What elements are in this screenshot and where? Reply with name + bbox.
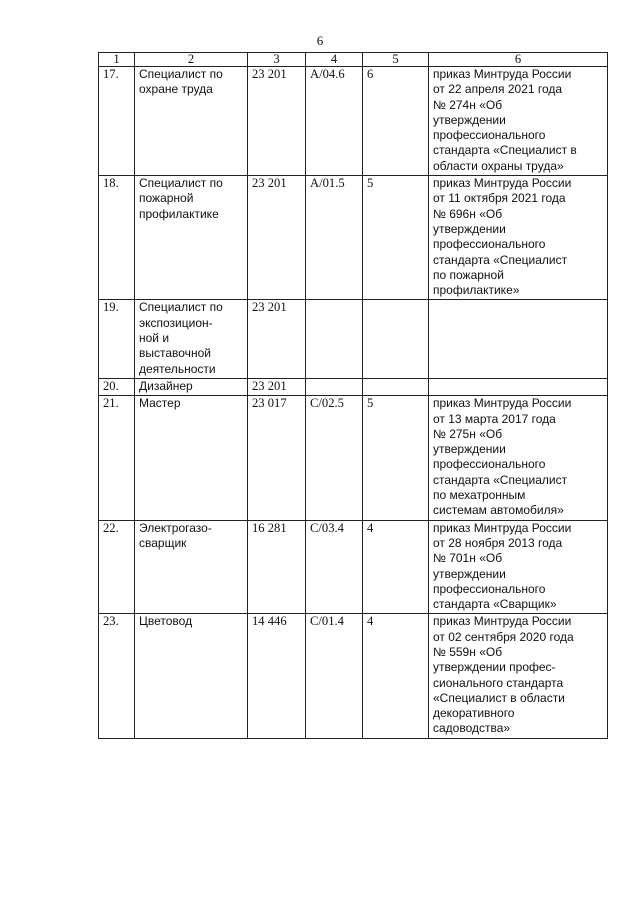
table-row [99, 520, 608, 614]
table-row [99, 67, 608, 176]
function-code: А/04.6 [310, 67, 345, 81]
function-code-cell [306, 378, 363, 395]
function-code-cell [306, 300, 363, 378]
standard-reference-cell [429, 176, 608, 300]
standard-reference: приказ Минтруда России от 28 ноября 2013 года № 701н «Об утверждении профессионального стандарта «Сварщик» [433, 520, 572, 612]
qualification-level: 6 [367, 67, 374, 81]
standard-reference-cell [429, 300, 608, 378]
table-header [99, 53, 608, 67]
qualification-level: 5 [367, 396, 374, 411]
qualification-level: 5 [367, 176, 374, 191]
function-code-cell [306, 176, 363, 300]
qualification-level-cell [363, 176, 429, 300]
row-number: 22. [103, 520, 119, 535]
column-header: 2 [135, 53, 248, 67]
row-number: 19. [103, 300, 119, 315]
profession-name-cell [135, 614, 248, 738]
standard-reference: приказ Минтруда России от 11 октября 2021 года № 696н «Об утверждении профессионального стандарта «Специалист по пожарной профилактике» [433, 176, 572, 298]
qualification-level-cell [363, 614, 429, 738]
function-code: С/01.4 [310, 614, 344, 629]
qualification-level-cell [363, 396, 429, 520]
row-number-cell [99, 520, 135, 614]
function-code-cell [306, 67, 363, 176]
profession-name: Специалист по охране труда [139, 67, 223, 97]
page-number: 6 [316, 33, 324, 48]
profession-name-cell [135, 378, 248, 395]
qualification-level-cell [363, 520, 429, 614]
profession-code-cell [248, 378, 306, 395]
column-header: 6 [429, 53, 608, 67]
table-row [99, 396, 608, 520]
row-number: 23. [103, 614, 119, 629]
profession-name: Специалист по пожарной профилактике [139, 176, 223, 221]
profession-code-cell [248, 614, 306, 738]
function-code-cell [306, 520, 363, 614]
row-number: 18. [103, 176, 119, 191]
profession-name: Мастер [139, 396, 181, 411]
row-number: 20. [103, 378, 119, 393]
header-row [99, 53, 608, 67]
profession-code: 23 201 [252, 300, 287, 315]
row-number-cell [99, 378, 135, 395]
column-header: 3 [248, 53, 306, 67]
profession-code-cell [248, 300, 306, 378]
column-header: 1 [99, 53, 135, 67]
qualification-level: 4 [367, 614, 374, 629]
profession-name-cell [135, 396, 248, 520]
function-code: А/01.5 [310, 176, 345, 191]
standard-reference: приказ Минтруда России от 22 апреля 2021 года № 274н «Об утверждении профессионального стандарта «Специалист в области охраны труда» [433, 67, 577, 173]
profession-code-cell [248, 176, 306, 300]
profession-code: 23 201 [252, 176, 287, 191]
function-code-cell [306, 396, 363, 520]
table-row [99, 614, 608, 738]
qualification-level-cell [363, 378, 429, 395]
qualification-level-cell [363, 67, 429, 176]
row-number-cell [99, 614, 135, 738]
profession-code: 23 017 [252, 396, 287, 411]
qualification-level-cell [363, 300, 429, 378]
standard-reference-cell [429, 67, 608, 176]
standard-reference: приказ Минтруда России от 13 марта 2017 года № 275н «Об утверждении профессионального стандарта «Специалист по мехатронным системам автомобиля» [433, 396, 572, 518]
profession-name-cell [135, 300, 248, 378]
profession-name-cell [135, 176, 248, 300]
profession-name: Дизайнер [139, 378, 193, 393]
standard-reference-cell [429, 614, 608, 738]
profession-code: 23 201 [252, 67, 287, 81]
function-code-cell [306, 614, 363, 738]
row-number-cell [99, 396, 135, 520]
function-code: С/03.4 [310, 520, 344, 535]
function-code: С/02.5 [310, 396, 344, 411]
row-number-cell [99, 176, 135, 300]
profession-name: Цветовод [139, 614, 193, 629]
profession-name-cell [135, 67, 248, 176]
professions-table [98, 52, 608, 739]
qualification-level: 4 [367, 520, 374, 535]
profession-code-cell [248, 396, 306, 520]
standard-reference-cell [429, 378, 608, 395]
profession-code-cell [248, 520, 306, 614]
row-number: 17. [103, 67, 119, 81]
standard-reference-cell [429, 520, 608, 614]
profession-name: Электрогазо- сварщик [139, 520, 212, 550]
profession-name-cell [135, 520, 248, 614]
standard-reference: приказ Минтруда России от 02 сентября 2020 года № 559н «Об утверждении профес- сионального стандарта «Специалист в области декоративного садоводства» [433, 614, 574, 736]
row-number-cell [99, 67, 135, 176]
table-row [99, 176, 608, 300]
profession-name: Специалист по экспозицион- ной и выставочной деятельности [139, 300, 223, 376]
row-number: 21. [103, 396, 119, 411]
standard-reference-cell [429, 396, 608, 520]
profession-code: 14 446 [252, 614, 287, 629]
table-row [99, 300, 608, 378]
column-header: 4 [306, 53, 363, 67]
column-header: 5 [363, 53, 429, 67]
table-row [99, 378, 608, 395]
profession-code: 23 201 [252, 378, 287, 393]
profession-code-cell [248, 67, 306, 176]
table-body [99, 67, 608, 739]
profession-code: 16 281 [252, 520, 287, 535]
row-number-cell [99, 300, 135, 378]
